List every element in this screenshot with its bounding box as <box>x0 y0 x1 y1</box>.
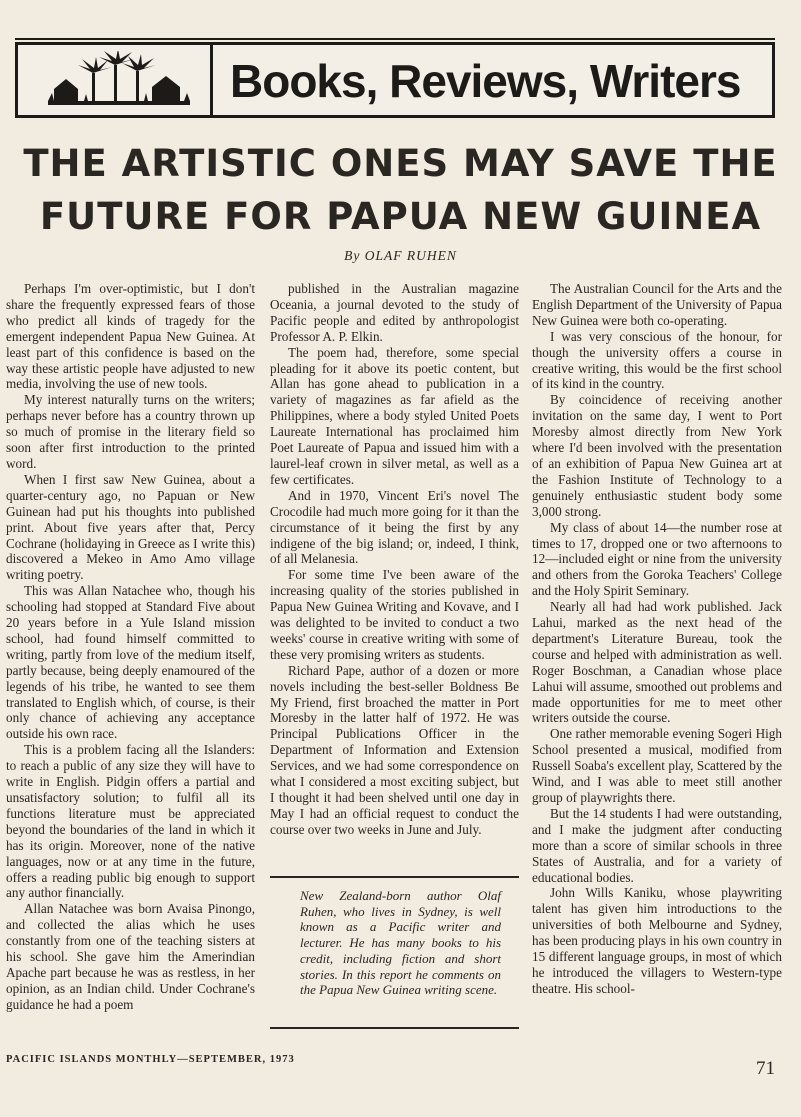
paragraph: Perhaps I'm over-optimistic, but I don't share the frequently expressed fears of those who predict all kinds of tragedy for the emergent independent Papua New Guinea. At least part of this confidence is based on the way these artistic people have adjusted to new media, involving the use of new tools. <box>6 281 255 392</box>
banner-divider <box>210 45 213 115</box>
paragraph: My interest naturally turns on the writers; perhaps never before has a country thrown up so much of promise in the literary field so soon after first introduction to the printed word. <box>6 392 255 471</box>
paragraph: One rather memorable evening Sogeri High School presented a musical, modified from Russell Soaba's excellent play, Scattered by the Wind, and I was able to meet still another group of playwrights there. <box>532 726 782 805</box>
page-number: 71 <box>756 1058 775 1079</box>
paragraph: By coincidence of receiving another invitation on the same day, I went to Port Moresby almost directly from New York where I'd been involved with the presentation of an exhibition of Papua New Guinea art at the Fashion Institute of Technology to a genuinely enthusiastic student body some 3,000 strong. <box>532 392 782 519</box>
paragraph: Allan Natachee was born Avaisa Pinongo, and collected the alias which he uses constantly from one of the teaching sisters at his school. She gave him the Amerindian Apache part because he was as restless, in her opinion, as an Indian child. Under Cochrane's guidance he had a poem <box>6 901 255 1012</box>
paragraph: But the 14 students I had were outstanding, and I make the judgment after conducting more than a score of similar schools in three States of Australia, and for a variety of educational bodies. <box>532 805 782 885</box>
banner-top-rule <box>15 38 775 40</box>
author-bio-box <box>270 876 519 1029</box>
paragraph: When I first saw New Guinea, about a quarter-century ago, no Papuan or New Guinean had put his thoughts into published print. About five years after that, Percy Cochrane (holidaying in Greece as I write this) discovered a Mekeo in Amo Amo village writing poetry. <box>6 471 255 583</box>
section-banner <box>15 42 775 118</box>
headline-line-2: FUTURE FOR PAPUA NEW GUINEA <box>39 195 762 238</box>
headline-line-1: THE ARTISTIC ONES MAY SAVE THE <box>23 142 778 185</box>
paragraph: This is a problem facing all the Islanders: to reach a public of any size they will have to write in English. Pidgin offers a partial and unsatisfactory solution; to fulfil all its functions literature must be appreciated beyond the boundaries of the land in which it has its origin. Moreover, none of the native languages, now or at any time in the future, offers a reading public big enough to support any author financially. <box>6 742 255 901</box>
article-column-1 <box>6 281 255 1013</box>
paragraph: And in 1970, Vincent Eri's novel The Crocodile had much more going for it than the circumstance of it being the first by any indigene of the big island; or, indeed, I think, of all Melanesia. <box>270 487 519 567</box>
paragraph: This was Allan Natachee who, though his schooling had stopped at Standard Five about 20 years before in a Yule Island mission school, had found himself committed to writing, partly from love of the medium itself, partly because, being deeply enamoured of the legends of his tribe, he wanted to see them translated to English which, of course, is their only chance of achieving any acceptance outside his own race. <box>6 583 255 742</box>
paragraph: The poem had, therefore, some special pleading for it above its poetic content, but Allan has gone ahead to publication in a variety of magazines as far afield as the Philippines, where a body styled United Poets Laureate International has proclaimed him Poet Laureate of Papua and issued him with a laurel-leaf crown in silver metal, as well as a few certificates. <box>270 344 519 487</box>
author-bio-text: New Zealand-born author Olaf Ruhen, who lives in Sydney, is well known as a Pacific writer and lecturer. He has many books to his credit, including fiction and short stories. In this report he comments on the Papua New Guinea writing scene. <box>300 888 501 998</box>
article-column-2 <box>270 281 519 838</box>
byline: By OLAF RUHEN <box>344 248 457 263</box>
paragraph: published in the Australian magazine Oceania, a journal devoted to the study of Pacific people and edited by anthropologist Professor A. P. Elkin. <box>270 281 519 344</box>
paragraph: For some time I've been aware of the increasing quality of the stories published in Papua New Guinea Writing and Kovave, and I was delighted to be invited to conduct a two weeks' course in creative writing with some of these very promising writers as students. <box>270 567 519 662</box>
article-column-3 <box>532 281 782 997</box>
publication-footer: PACIFIC ISLANDS MONTHLY—SEPTEMBER, 1973 <box>6 1054 295 1065</box>
palm-village-logo-icon <box>44 51 194 109</box>
section-title: Books, Reviews, Writers <box>230 55 741 107</box>
paragraph: Richard Pape, author of a dozen or more novels including the best-seller Boldness Be My Friend, first broached the matter in Port Moresby in the latter half of 1972. He was Principal Publications Officer in the Department of Information and Extension Services, and we had some correspondence on what I considered a most exciting subject, but I thought it had been shelved until one day in May I had an official request to conduct the course over two weeks in June and July. <box>270 662 519 837</box>
paragraph: The Australian Council for the Arts and the English Department of the University of Papua New Guinea were both co-operating. <box>532 281 782 328</box>
paragraph: Nearly all had had work published. Jack Lahui, marked as the next head of the department's Literature Bureau, took the course and helped with administration as well. Roger Boschman, a Canadian whose place Lahui will assume, smoothed out problems and made opportunities for me to meet other writers outside the course. <box>532 599 782 726</box>
paragraph: John Wills Kaniku, whose playwriting talent has given him introductions to the universities of both Melbourne and Sydney, has been producing plays in his own country in 15 different language groups, in most of which he introduced the villagers to Western-type theatre. His school- <box>532 885 782 996</box>
paragraph: My class of about 14—the number rose at times to 17, dropped one or two afternoons to 12—included eight or nine from the university and others from the Goroka Teachers' College and the Holy Spirit Seminary. <box>532 519 782 599</box>
paragraph: I was very conscious of the honour, for though the university offers a course in creative writing, this would be the first school of its kind in the country. <box>532 328 782 392</box>
